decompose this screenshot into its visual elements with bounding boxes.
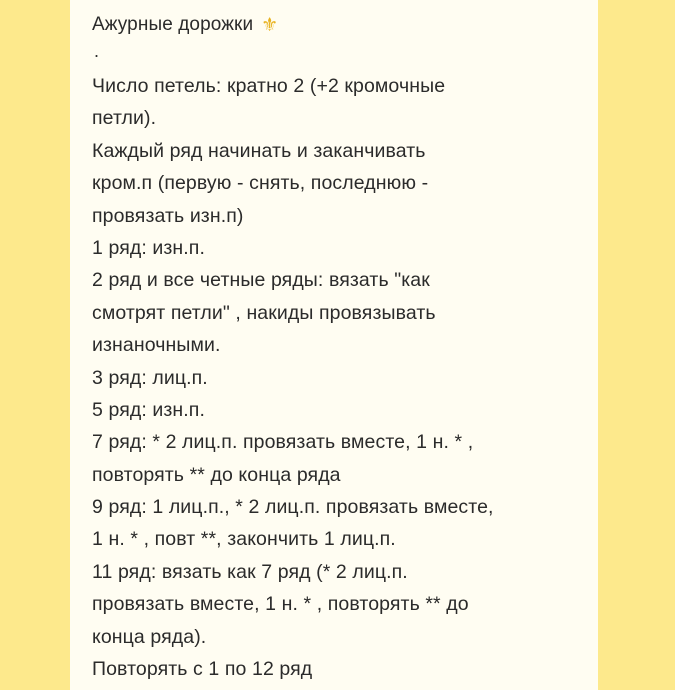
fleur-de-lis-icon: ⚜	[261, 14, 279, 36]
instructions-text	[92, 70, 580, 685]
text-line: провязать вместе, 1 н. * , повторять ** до	[92, 593, 469, 616]
text-line: 7 ряд: * 2 лиц.п. провязать вместе, 1 н. * ,	[92, 431, 474, 454]
text-line: провязать изн.п)	[92, 204, 244, 227]
message-card	[70, 0, 598, 690]
text-line: 1 ряд: изн.п.	[92, 236, 205, 259]
text-line: 2 ряд и все четные ряды: вязать "как	[92, 269, 430, 292]
separator-dot: .	[94, 41, 100, 61]
text-line: Каждый ряд начинать и заканчивать	[92, 139, 426, 162]
text-line: Число петель: кратно 2 (+2 кромочные	[92, 75, 446, 97]
text-line: 3 ряд: лиц.п.	[92, 366, 208, 389]
text-line: 9 ряд: 1 лиц.п., * 2 лиц.п. провязать вместе,	[92, 496, 494, 519]
text-line: 5 ряд: изн.п.	[92, 398, 205, 421]
text-line: повторять ** до конца ряда	[92, 463, 341, 486]
title-row	[92, 10, 580, 40]
text-line: Повторять с 1 по 12 ряд	[92, 658, 313, 681]
text-line: петли).	[92, 107, 157, 130]
text-line: смотрят петли" , накиды провязывать	[92, 301, 436, 324]
text-line: конца ряда).	[92, 625, 207, 648]
page-title: Ажурные дорожки	[92, 14, 254, 35]
text-line: 11 ряд: вязать как 7 ряд (* 2 лиц.п.	[92, 560, 408, 583]
text-line: 1 н. * , повт **, закончить 1 лиц.п.	[92, 528, 396, 551]
text-line: изнаночными.	[92, 334, 221, 357]
text-line: кром.п (первую - снять, последнюю -	[92, 172, 429, 195]
